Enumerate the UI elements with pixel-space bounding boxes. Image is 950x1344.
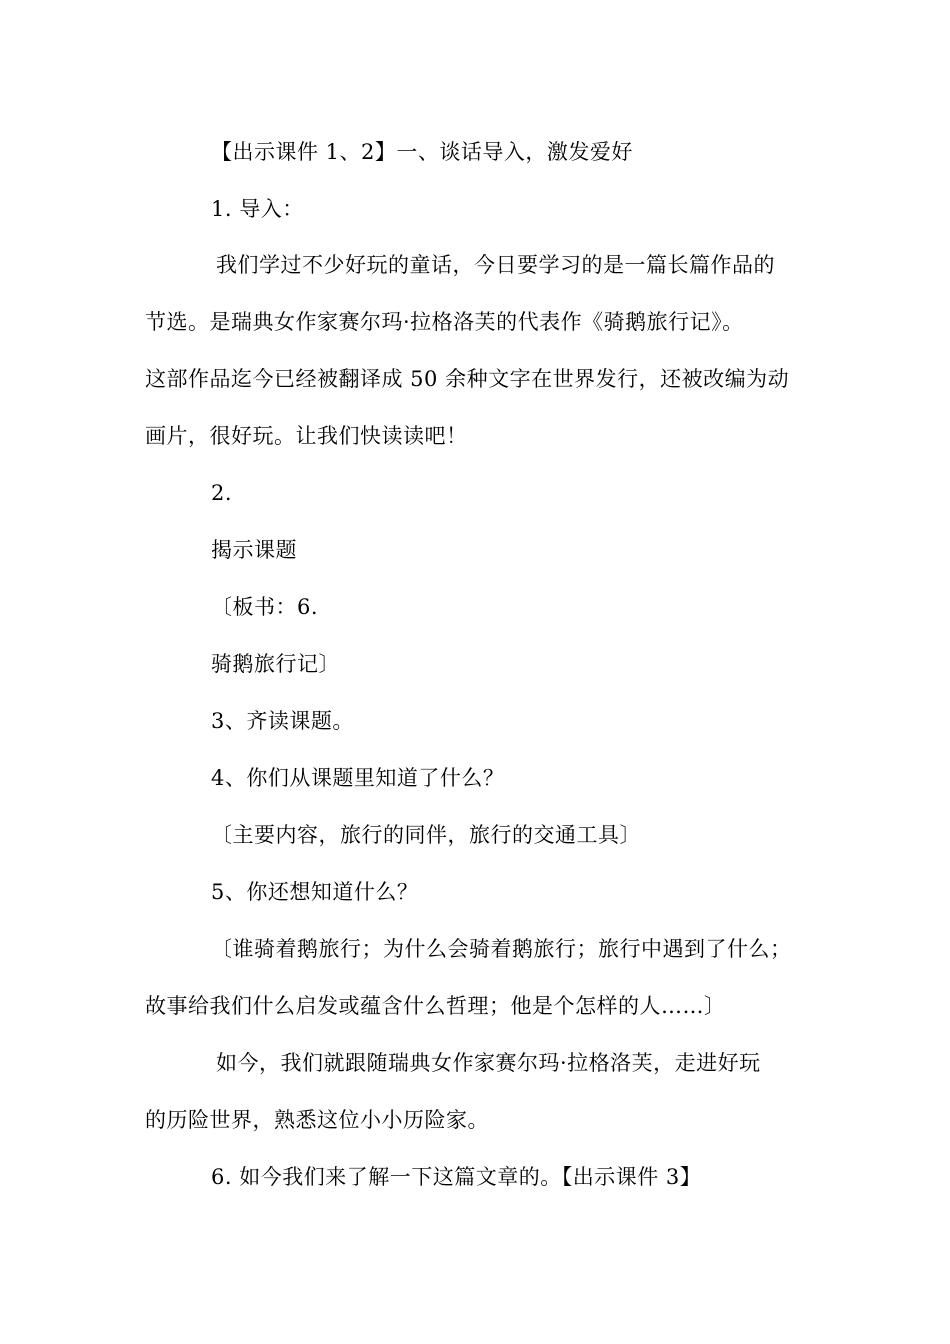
- paragraph-line: 画片，很好玩。让我们快读读吧！: [145, 424, 468, 448]
- step-2-number: 2.: [211, 481, 233, 505]
- step-3: 3、齐读课题。: [211, 709, 354, 733]
- step-4-answer: 〔主要内容，旅行的同伴，旅行的交通工具〕: [211, 823, 641, 847]
- blackboard-note: 骑鹅旅行记〕: [211, 652, 340, 676]
- paragraph-line: 的历险世界，熟悉这位小小历险家。: [145, 1108, 489, 1132]
- step-5-answer: 〔谁骑着鹅旅行；为什么会骑着鹅旅行；旅行中遇到了什么；: [211, 937, 792, 961]
- paragraph-line: 这部作品迄今已经被翻译成 50 余种文字在世界发行，还被改编为动: [145, 367, 790, 391]
- step-5-answer: 故事给我们什么启发或蕴含什么哲理；他是个怎样的人……〕: [145, 994, 726, 1018]
- step-2-heading: 揭示课题: [211, 538, 297, 562]
- step-4: 4、你们从课题里知道了什么？: [211, 766, 505, 790]
- step-6: 6. 如今我们来了解一下这篇文章的。【出示课件 3】: [211, 1165, 702, 1189]
- section-heading: 【出示课件 1、2】一、谈话导入，激发爱好: [211, 140, 633, 164]
- step-1-heading: 1. 导入：: [211, 197, 304, 221]
- step-5: 5、你还想知道什么？: [211, 880, 419, 904]
- paragraph-line: 我们学过不少好玩的童话，今日要学习的是一篇长篇作品的: [216, 253, 775, 277]
- blackboard-note: 〔板书：6.: [211, 595, 319, 619]
- paragraph-line: 如今，我们就跟随瑞典女作家赛尔玛·拉格洛芙，走进好玩: [216, 1051, 761, 1075]
- paragraph-line: 节选。是瑞典女作家赛尔玛·拉格洛芙的代表作《骑鹅旅行记》。: [145, 310, 744, 334]
